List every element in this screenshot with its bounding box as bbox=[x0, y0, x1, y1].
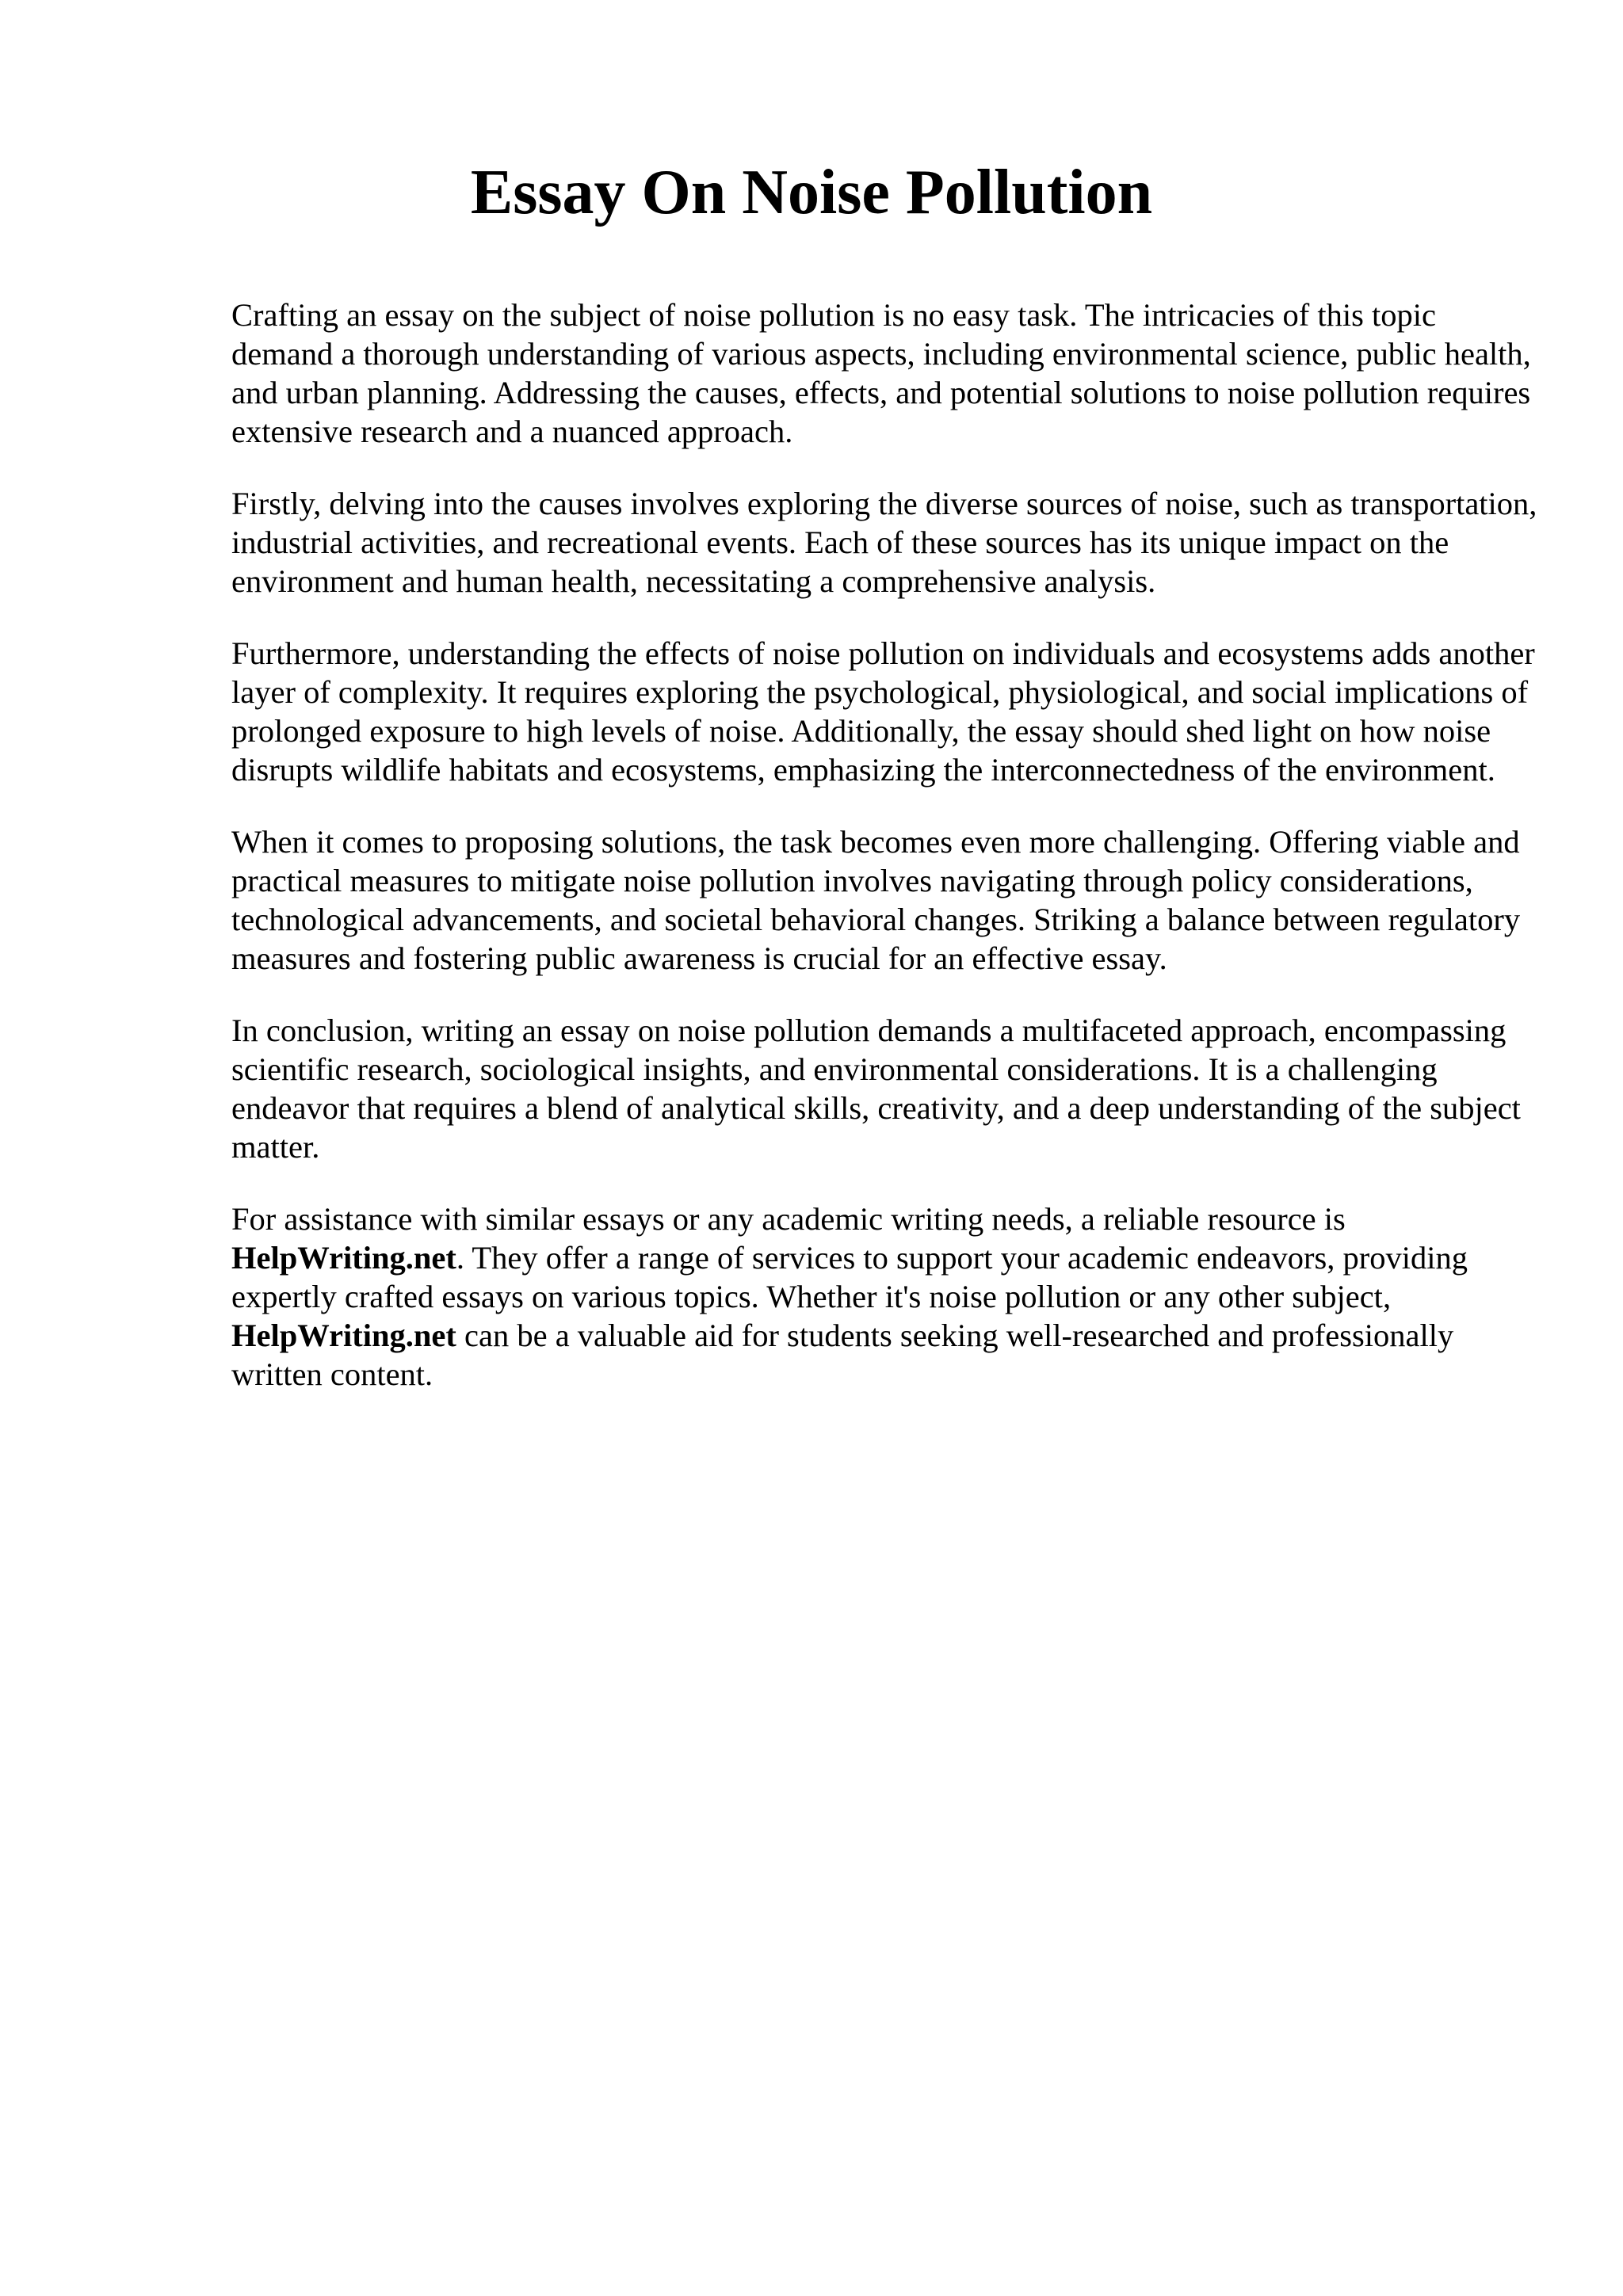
paragraph-causes: Firstly, delving into the causes involves exploring the diverse sources of noise, such as transportation, industrial activities, and recreational events. Each of these sources has its unique impact on the environment and human health, necessitating a comprehensive analysis. bbox=[231, 486, 1537, 599]
brand-name-2: HelpWriting.net bbox=[231, 1318, 456, 1353]
closing-text-1: For assistance with similar essays or any academic writing needs, a reliable resource is bbox=[231, 1201, 1346, 1237]
document-body bbox=[231, 296, 1539, 1427]
paragraph-intro: Crafting an essay on the subject of noise pollution is no easy task. The intricacies of this topic demand a thorough understanding of various aspects, including environmental science, public health, and urban planning. Addressing the causes, effects, and potential solutions to noise pollution requires extensive research and a nuanced approach. bbox=[231, 297, 1531, 449]
closing-text-3: can be a valuable aid for students seeking well-researched and professionally written content. bbox=[231, 1318, 1454, 1392]
closing-text-2: . They offer a range of services to support your academic endeavors, providing expertly crafted essays on various topics. Whether it's noise pollution or any other subject, bbox=[231, 1240, 1468, 1314]
document-title: Essay On Noise Pollution bbox=[470, 158, 1153, 227]
paragraph-closing bbox=[231, 1199, 1539, 1394]
brand-name-1: HelpWriting.net bbox=[231, 1240, 456, 1276]
paragraph-effects: Furthermore, understanding the effects of noise pollution on individuals and ecosystems adds another layer of complexity. It requires exploring the psychological, physiological, and social implications of prolonged exposure to high levels of noise. Additionally, the essay should shed light on how noise disrupts wildlife habitats and ecosystems, emphasizing the interconnectedness of the environment. bbox=[231, 635, 1535, 788]
paragraph-solutions: When it comes to proposing solutions, the task becomes even more challenging. Offering viable and practical measures to mitigate noise pollution involves navigating through policy considerations, technological advancements, and societal behavioral changes. Striking a balance between regulatory measures and fostering public awareness is crucial for an effective essay. bbox=[231, 824, 1521, 976]
paragraph-conclusion: In conclusion, writing an essay on noise pollution demands a multifaceted approach, encompassing scientific research, sociological insights, and environmental considerations. It is a challenging endeavor that requires a blend of analytical skills, creativity, and a deep understanding of the subject matter. bbox=[231, 1013, 1521, 1165]
